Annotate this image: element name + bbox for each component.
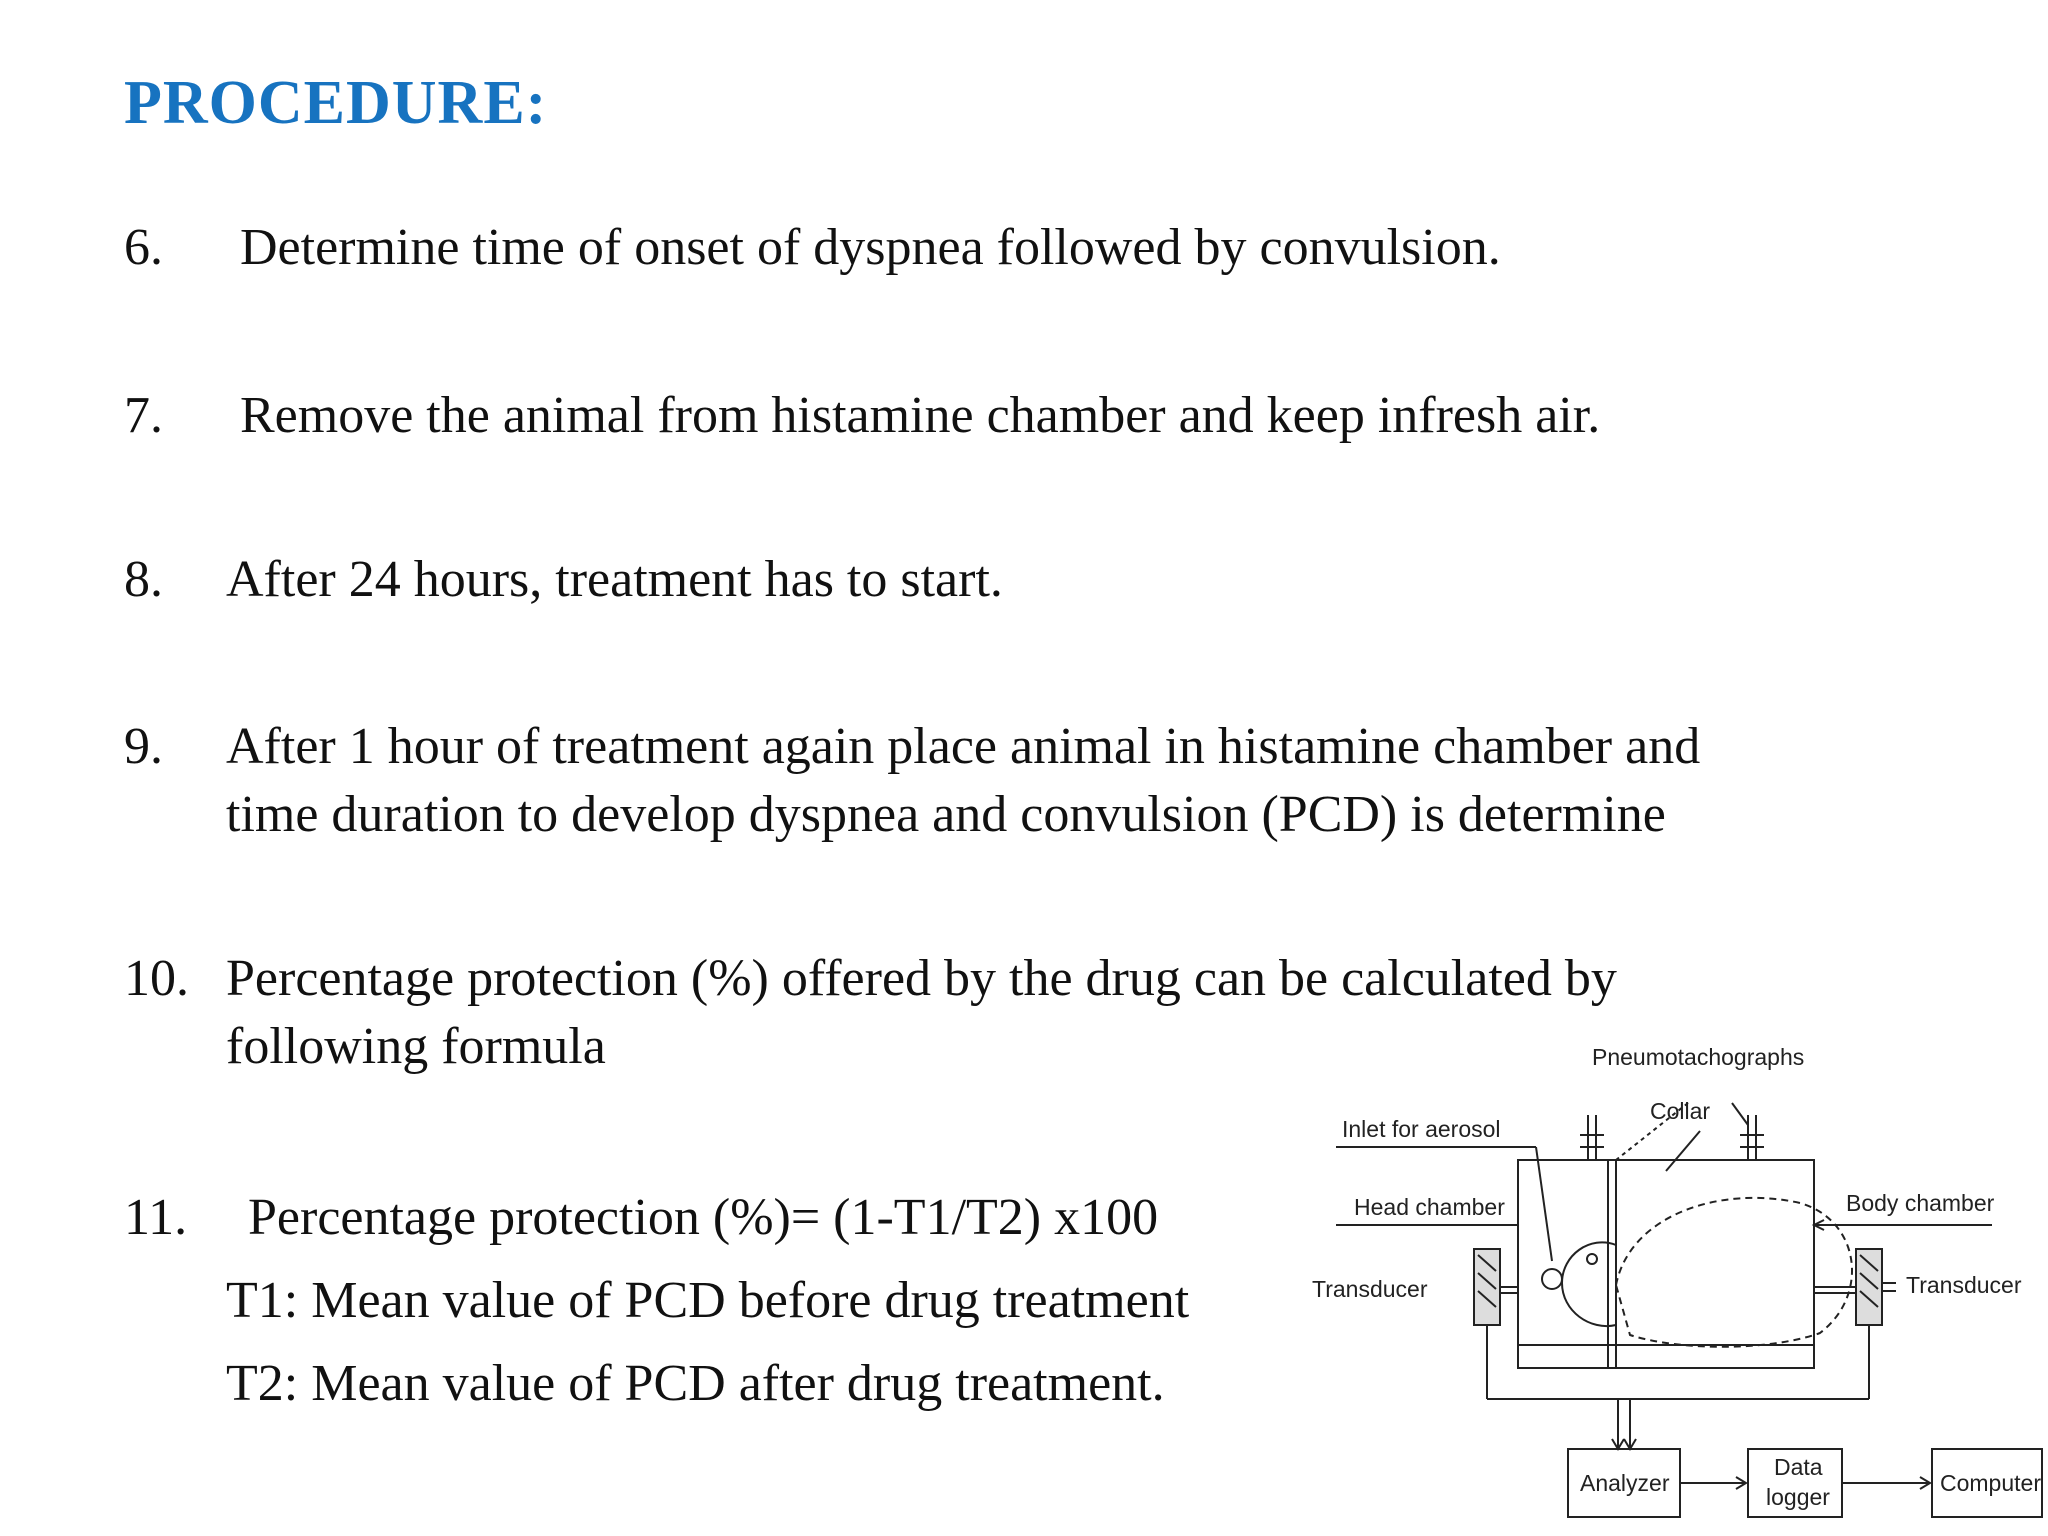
step-6	[124, 214, 1501, 282]
formula-text: Percentage protection (%)= (1-T1/T2) x100	[248, 1189, 1159, 1246]
label-data: Data	[1774, 1454, 1823, 1480]
label-transducer-left: Transducer	[1312, 1276, 1428, 1302]
step-text: Determine time of onset of dyspnea followed by convulsion.	[240, 219, 1501, 276]
step-text: time duration to develop dyspnea and convulsion (PCD) is determine	[226, 786, 1666, 843]
step-text: following formula	[226, 1018, 606, 1075]
step-8	[124, 546, 1003, 614]
left-pneumotach	[1580, 1115, 1604, 1160]
t1-definition: T1: Mean value of PCD before drug treatment	[226, 1272, 1190, 1329]
step-7	[124, 382, 1600, 450]
step-number: 8.	[124, 551, 163, 608]
left-transducer	[1474, 1249, 1500, 1325]
t2-definition: T2: Mean value of PCD after drug treatment.	[226, 1355, 1165, 1412]
step-text: Remove the animal from histamine chamber and keep infresh air.	[240, 387, 1601, 444]
label-collar: Collar	[1650, 1098, 1711, 1124]
plethysmograph-diagram	[1300, 1035, 2048, 1536]
label-body-chamber: Body chamber	[1846, 1190, 1995, 1216]
label-computer: Computer	[1940, 1470, 2041, 1496]
page-title: PROCEDURE:	[124, 69, 548, 137]
step-number: 11.	[124, 1189, 188, 1246]
step-9	[124, 713, 1700, 849]
step-text: Percentage protection (%) offered by the drug can be calculated by	[226, 950, 1617, 1007]
label-analyzer: Analyzer	[1580, 1470, 1670, 1496]
chamber-outline	[1518, 1160, 1814, 1368]
right-transducer	[1856, 1249, 1882, 1325]
label-transducer-right: Transducer	[1906, 1272, 2022, 1298]
step-text: After 24 hours, treatment has to start.	[226, 551, 1003, 608]
label-pneumotachographs: Pneumotachographs	[1592, 1044, 1805, 1070]
right-pneumotach	[1740, 1115, 1764, 1160]
label-head-chamber: Head chamber	[1354, 1194, 1505, 1220]
step-number: 9.	[124, 718, 163, 775]
step-number: 6.	[124, 219, 163, 276]
label-inlet: Inlet for aerosol	[1342, 1116, 1501, 1142]
step-number: 10.	[124, 950, 189, 1007]
label-logger: logger	[1766, 1484, 1830, 1510]
step-text: After 1 hour of treatment again place animal in histamine chamber and	[226, 718, 1701, 775]
animal-sketch	[1616, 1198, 1852, 1347]
step-11	[124, 1176, 1189, 1425]
step-number: 7.	[124, 387, 163, 444]
